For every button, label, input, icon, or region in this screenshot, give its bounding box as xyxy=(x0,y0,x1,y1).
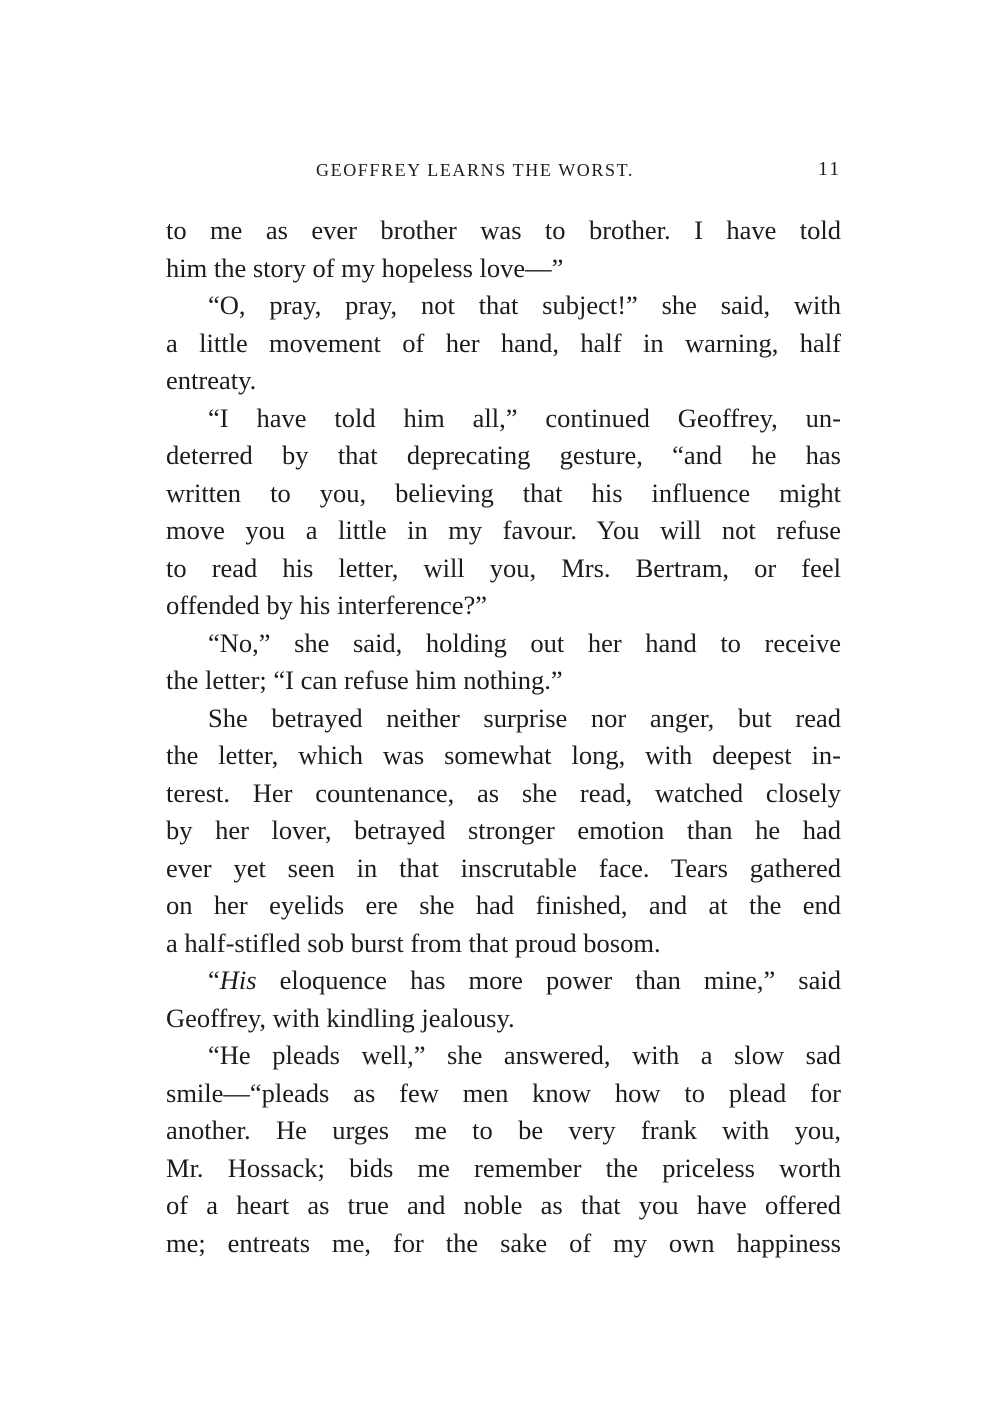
text-line-with-italic xyxy=(208,962,841,1000)
text-line: to me as ever brother was to brother. I have told xyxy=(166,215,841,245)
open-quote: “ xyxy=(208,965,220,995)
text-line: “He pleads well,” she answered, with a slow sad xyxy=(208,1040,841,1070)
text-line: a half-stifled sob burst from that proud bosom. xyxy=(166,927,661,958)
text-line: entreaty. xyxy=(166,365,257,395)
text-line: “I have told him all,” continued Geoffrey, un- xyxy=(208,402,841,433)
text-line: She betrayed neither surprise nor anger, but read xyxy=(208,702,841,733)
text-line: by her lover, betrayed stronger emotion than he had xyxy=(166,815,841,845)
running-head xyxy=(0,160,1000,184)
text-line: deterred by that deprecating gesture, “and he has xyxy=(166,440,841,470)
text-line: the letter; “I can refuse him nothing.” xyxy=(166,665,563,695)
text-line: “No,” she said, holding out her hand to receive xyxy=(208,627,841,658)
italic-word: His xyxy=(219,965,257,995)
text-line: ever yet seen in that inscrutable face. Tears gathered xyxy=(166,852,841,883)
text-line: Mr. Hossack; bids me remember the priceless worth xyxy=(166,1152,841,1183)
text-line: another. He urges me to be very frank with you, xyxy=(166,1115,841,1145)
text-line: of a heart as true and noble as that you have offered xyxy=(166,1190,841,1220)
text-line: the letter, which was somewhat long, with deepest in- xyxy=(166,740,841,770)
text-line: a little movement of her hand, half in warning, half xyxy=(166,327,841,358)
running-title: GEOFFREY LEARNS THE WORST. xyxy=(316,160,634,180)
text-line: terest. Her countenance, as she read, watched closely xyxy=(166,777,841,808)
text-line: Geoffrey, with kindling jealousy. xyxy=(166,1002,515,1033)
text-line: written to you, believing that his influence might xyxy=(166,477,841,508)
text-line: smile—“pleads as few men know how to plead for xyxy=(166,1077,841,1108)
text-line: me; entreats me, for the sake of my own happiness xyxy=(166,1227,841,1258)
line-rest: eloquence has more power than mine,” said xyxy=(256,965,841,995)
text-line: “O, pray, pray, not that subject!” she said, with xyxy=(208,290,841,320)
text-line: offended by his interference?” xyxy=(166,590,488,620)
text-line: move you a little in my favour. You will not refuse xyxy=(166,515,841,545)
text-line: him the story of my hopeless love—” xyxy=(166,252,564,283)
text-line: on her eyelids ere she had finished, and at the end xyxy=(166,890,841,920)
text-line: to read his letter, will you, Mrs. Bertram, or feel xyxy=(166,552,841,583)
page-number: 11 xyxy=(818,158,842,180)
